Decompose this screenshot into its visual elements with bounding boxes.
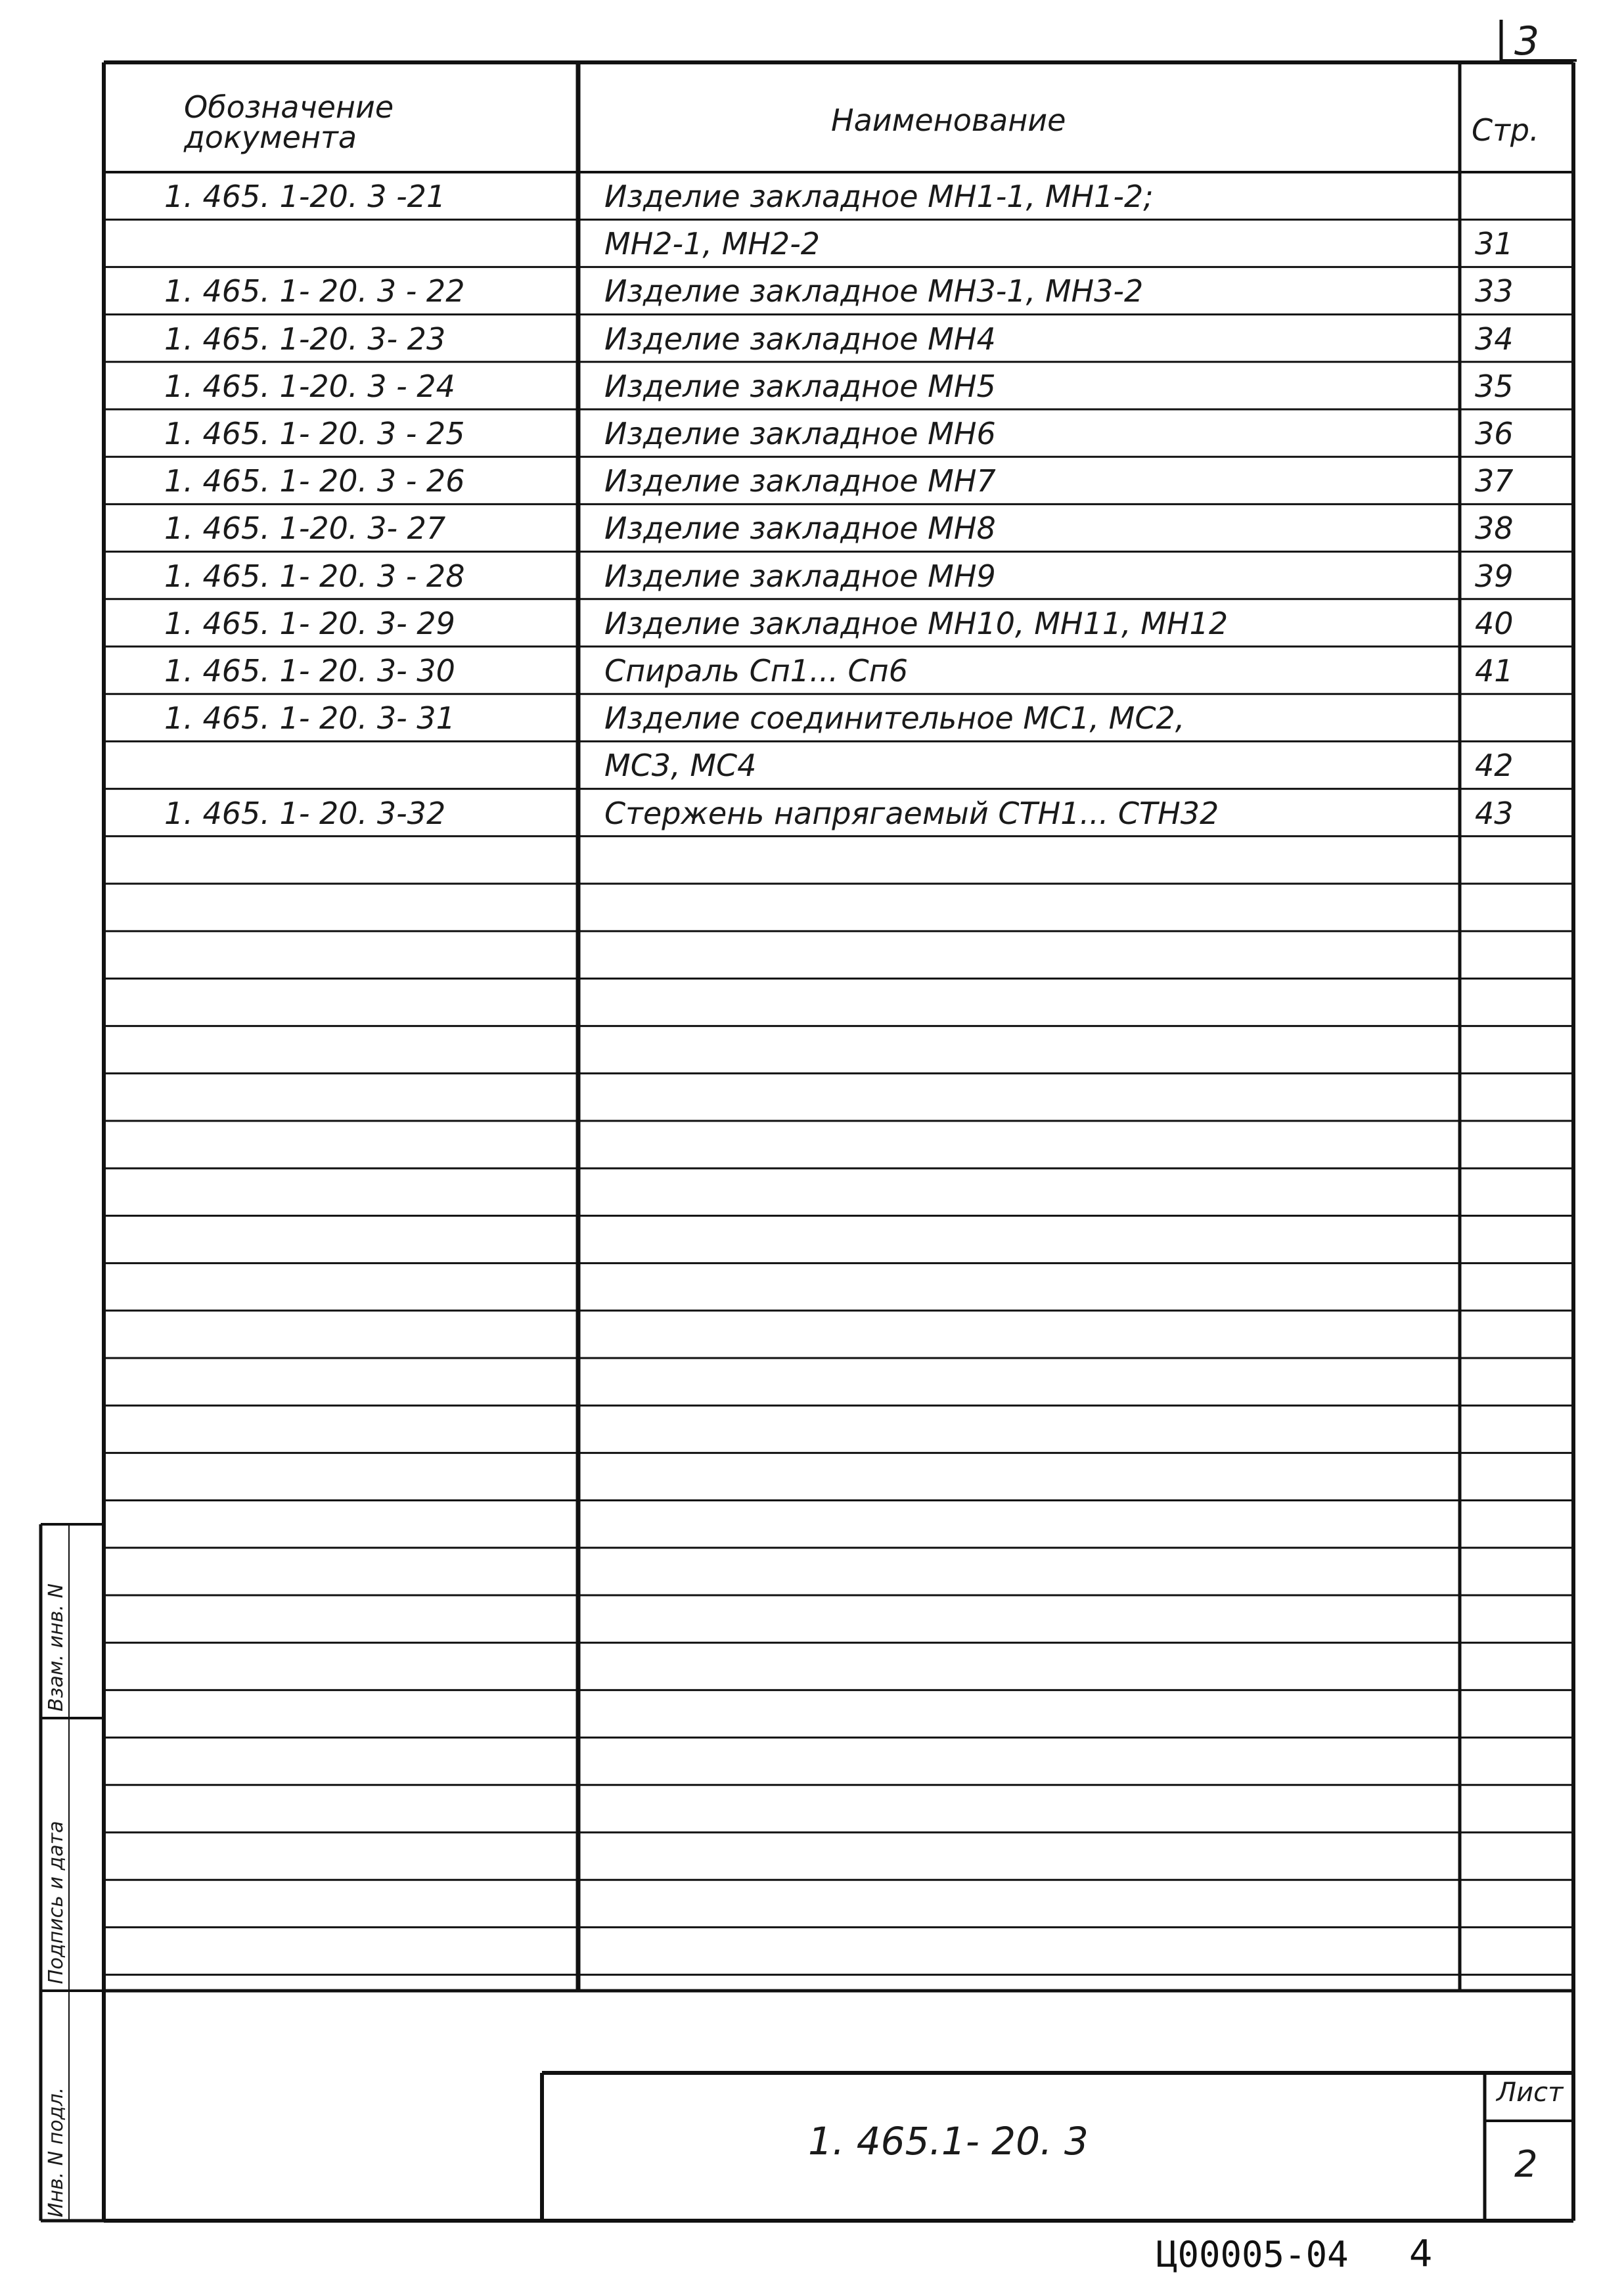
row-page: 31: [1475, 226, 1514, 262]
row-page: 35: [1475, 368, 1514, 404]
document-code: 1. 465.1- 20. 3: [808, 2119, 1089, 2164]
row-page: 40: [1475, 605, 1514, 641]
row-designation: 1. 465. 1- 20. 3 - 26: [164, 463, 465, 499]
header-designation: [184, 89, 394, 155]
row-designation: 1. 465. 1-20. 3 -21: [164, 179, 446, 214]
sheet-label: Лист: [1497, 2077, 1564, 2108]
row-page: 34: [1475, 321, 1514, 357]
row-designation: 1. 465. 1-20. 3- 27: [164, 510, 446, 547]
row-name: Изделие закладное МН3-1, МН3-2: [604, 273, 1144, 309]
row-name: Изделие закладное МН1-1, МН1-2;: [604, 179, 1154, 214]
row-name: Изделие закладное МН10, МН11, МН12: [604, 605, 1229, 641]
row-name: Изделие закладное МН8: [604, 510, 996, 547]
row-page: 39: [1475, 558, 1514, 594]
row-designation: 1. 465. 1- 20. 3-32: [164, 795, 446, 831]
side-label-vzam-inv: Взам. инв. N: [45, 1583, 68, 1712]
row-page: 41: [1475, 653, 1514, 689]
row-designation: 1. 465. 1-20. 3 - 24: [164, 368, 455, 404]
row-designation: 1. 465. 1-20. 3- 23: [164, 321, 446, 357]
row-name: Изделие закладное МН7: [604, 463, 996, 499]
archive-code: Ц00005-04: [1156, 2234, 1349, 2275]
row-name: МС3, МС4: [604, 748, 757, 784]
header-designation-line2: документа: [184, 120, 357, 155]
row-name: Стержень напрягаемый СТН1... СТН32: [604, 795, 1219, 831]
row-designation: 1. 465. 1- 20. 3- 30: [164, 653, 455, 689]
row-designation: 1. 465. 1- 20. 3 - 22: [164, 273, 465, 309]
row-name: Изделие закладное МН6: [604, 416, 996, 451]
row-page: 37: [1475, 463, 1514, 499]
side-label-inv-podl: Инв. N подл.: [45, 2087, 68, 2217]
row-page: 33: [1475, 273, 1514, 309]
sheet-corner-number: 3: [1514, 18, 1540, 64]
row-name: Изделие закладное МН5: [604, 368, 996, 404]
row-designation: 1. 465. 1- 20. 3 - 25: [164, 416, 465, 451]
row-page: 36: [1475, 416, 1514, 451]
row-page: 38: [1475, 510, 1514, 547]
row-designation: 1. 465. 1- 20. 3- 29: [164, 605, 455, 641]
row-name: Изделие закладное МН9: [604, 558, 996, 594]
footer-page-number: 4: [1409, 2233, 1433, 2275]
row-name: МН2-1, МН2-2: [604, 226, 821, 262]
row-page: 43: [1475, 795, 1514, 831]
header-name: Наименование: [831, 102, 1066, 138]
row-name: Спираль Сп1... Сп6: [604, 653, 909, 689]
header-page: Стр.: [1472, 112, 1539, 148]
row-designation: 1. 465. 1- 20. 3- 31: [164, 700, 455, 737]
sheet-number: 2: [1514, 2143, 1538, 2186]
row-designation: 1. 465. 1- 20. 3 - 28: [164, 558, 465, 594]
row-name: Изделие соединительное МС1, МС2,: [604, 700, 1185, 737]
row-page: 42: [1475, 748, 1514, 784]
header-designation-line1: Обозначение: [184, 89, 394, 125]
side-label-podpis-data: Подпись и дата: [45, 1821, 68, 1984]
row-name: Изделие закладное МН4: [604, 321, 996, 357]
